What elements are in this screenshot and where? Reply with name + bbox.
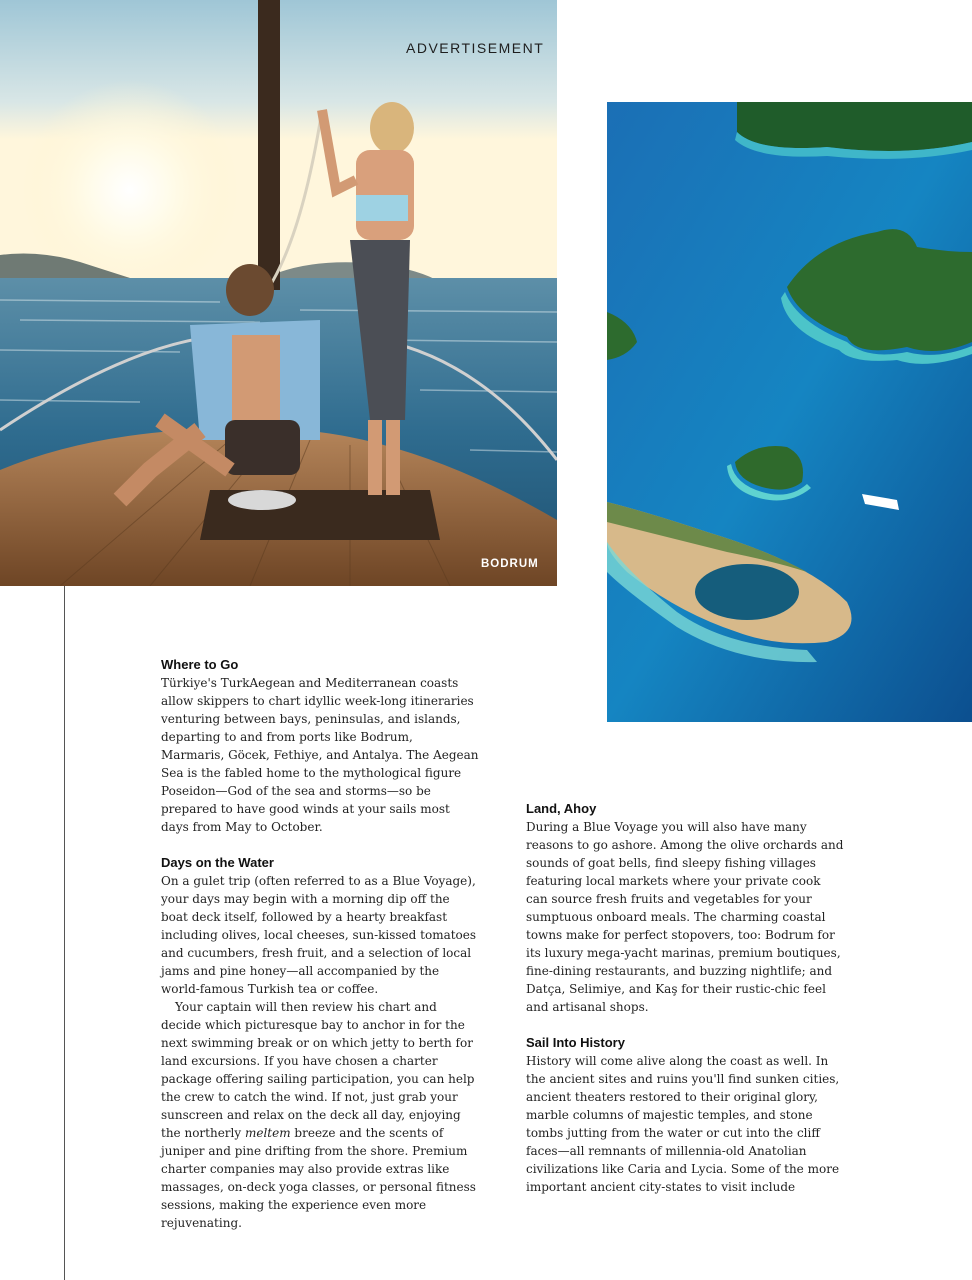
article-column-right xyxy=(526,800,844,1214)
section-days-on-the-water xyxy=(161,854,479,1232)
section-sail-into-history xyxy=(526,1034,844,1196)
body-days-p2-italic: meltem xyxy=(244,1126,291,1140)
body-days-p2-start: Your captain will then review his chart and decide which picturesque bay to anchor in for the next swimming break or on which jetty to berth for land excursions. If you have chosen a charter package offering sailing participation, you can help the crew to catch the wind. If not, just grab your sunscreen and relax on the deck all day, enjoying the northerly xyxy=(161,1000,475,1140)
body-where-to-go: Türkiye's TurkAegean and Mediterranean coasts allow skippers to chart idyllic week-long itineraries venturing between bays, peninsulas, and islands, departing to and from ports like Bodrum, Marmaris, Göcek, Fethiye, and Antalya. The Aegean Sea is the fabled home to the mythological figure Poseidon—God of the sea and storms—so be prepared to have good winds at your sails most days from May to October. xyxy=(161,676,479,834)
body-days-p2 xyxy=(161,998,479,1232)
advertisement-label: ADVERTISEMENT xyxy=(406,40,545,56)
aerial-islands-photo xyxy=(607,102,972,722)
body-sail-into-history: History will come alive along the coast as well. In the ancient sites and ruins you'll find sunken cities, ancient theaters restored to their original glory, marble columns of majestic temples, and stone tombs jutting from the water or cut into the cliff faces—all remnants of millennia-old Anatolian civilizations like Caria and Lycia. Some of the more important ancient city-states to visit include xyxy=(526,1054,840,1194)
heading-sail-into-history: Sail Into History xyxy=(526,1035,625,1050)
heading-days-on-the-water: Days on the Water xyxy=(161,855,274,870)
heading-where-to-go: Where to Go xyxy=(161,657,239,672)
vertical-rule xyxy=(64,586,65,1280)
body-days-p2-end: breeze and the scents of juniper and pine drifting from the shore. Premium charter companies may also provide extras like massages, on-deck yoga classes, or personal fitness sessions, making the experience even more rejuvenating. xyxy=(161,1126,476,1230)
body-days-p1: On a gulet trip (often referred to as a Blue Voyage), your days may begin with a morning dip off the boat deck itself, followed by a hearty breakfast including olives, local cheeses, sun-kissed tomatoes and cucumbers, fresh fruit, and a selection of local jams and pine honey—all accompanied by the world-famous Turkish tea or coffee. xyxy=(161,874,477,996)
body-land-ahoy: During a Blue Voyage you will also have many reasons to go ashore. Among the olive orchards and sounds of goat bells, find sleepy fishing villages featuring local markets where your private cook can source fresh fruits and vegetables for your sumptuous onboard meals. The charming coastal towns make for perfect stopovers, too: Bodrum for its luxury mega-yacht marinas, premium boutiques, fine-dining restaurants, and buzzing nightlife; and Datça, Selimiye, and Kaş for their rustic-chic feel and artisanal shops. xyxy=(526,820,844,1014)
section-land-ahoy xyxy=(526,800,844,1016)
sailing-couple-photo xyxy=(0,0,557,586)
heading-land-ahoy: Land, Ahoy xyxy=(526,801,597,816)
article-column-left xyxy=(161,656,479,1250)
section-where-to-go xyxy=(161,656,479,836)
photo-caption: BODRUM xyxy=(481,558,539,570)
